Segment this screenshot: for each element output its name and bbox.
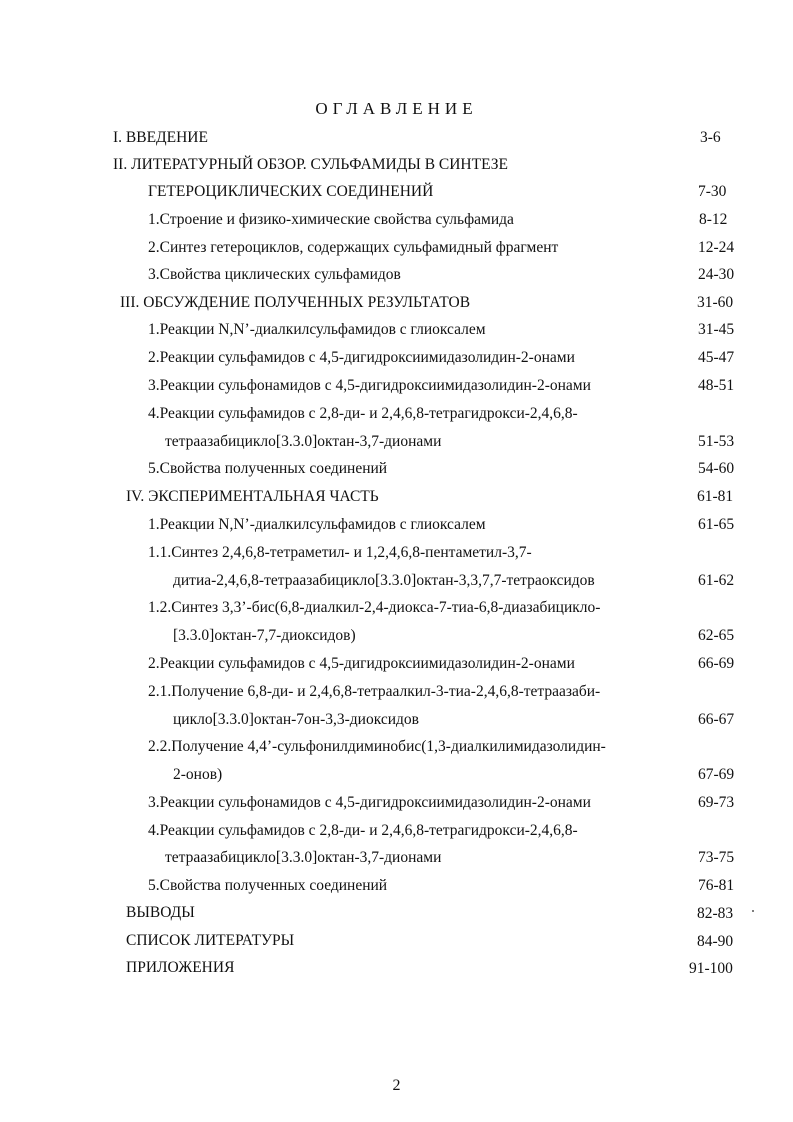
toc-entry-text: 2.2.Получение 4,4’-сульфонилдиминобис(1,3-диалкилимидазолидин-: [148, 738, 606, 755]
toc-entry-page: 61-81: [697, 488, 734, 505]
toc-entry-page: 67-69: [698, 766, 735, 783]
toc-entry-page: 51-53: [698, 433, 735, 450]
toc-entry-page: 45-47: [698, 349, 735, 366]
toc-entry-text: 1.2.Синтез 3,3’-бис(6,8-диалкил-2,4-диокса-7-тиа-6,8-диазабицикло-: [148, 599, 601, 616]
toc-entry-text: тетраазабицикло[3.3.0]октан-3,7-дионами: [165, 849, 442, 866]
toc-entry-page: 54-60: [698, 460, 735, 477]
toc-entry-page: 31-45: [698, 321, 735, 338]
toc-entry-text: 4.Реакции сульфамидов с 2,8-ди- и 2,4,6,8-тетрагидрокси-2,4,6,8-: [148, 405, 578, 422]
toc-entry-text: 5.Свойства полученных соединений: [148, 877, 388, 894]
toc-entry-text: 4.Реакции сульфамидов с 2,8-ди- и 2,4,6,8-тетрагидрокси-2,4,6,8-: [148, 822, 578, 839]
toc-entry-page: 66-67: [698, 711, 735, 728]
toc-entry-page: 82-83: [697, 905, 734, 922]
page-number: 2: [392, 1077, 401, 1094]
toc-entry-text: [3.3.0]октан-7,7-диоксидов): [173, 627, 356, 644]
toc-entry-page: 7-30: [698, 183, 727, 200]
toc-entry-text: 3.Свойства циклических сульфамидов: [148, 266, 401, 283]
toc-entry-page: 66-69: [698, 655, 735, 672]
toc-entry-text: СПИСОК ЛИТЕРАТУРЫ: [126, 932, 295, 949]
page-title: ОГЛАВЛЕНИЕ: [315, 99, 478, 118]
toc-entry-text: ВЫВОДЫ: [126, 904, 195, 921]
toc-entry-text: IV. ЭКСПЕРИМЕНТАЛЬНАЯ ЧАСТЬ: [126, 488, 379, 505]
toc-entry-page: 31-60: [697, 294, 734, 311]
toc-entry-page: 48-51: [698, 377, 735, 394]
toc-entry-text: 2.Реакции сульфамидов с 4,5-дигидроксиимидазолидин-2-онами: [148, 349, 575, 366]
toc-entry-page: 69-73: [698, 794, 735, 811]
toc-entry-text: ПРИЛОЖЕНИЯ: [126, 959, 235, 976]
toc-entry-page: 61-65: [698, 516, 735, 533]
toc-entry-page: 3-6: [700, 129, 721, 146]
toc-entry-page: 8-12: [699, 211, 728, 228]
toc-entry-text: тетраазабицикло[3.3.0]октан-3,7-дионами: [165, 433, 442, 450]
toc-entry-text: дитиа-2,4,6,8-тетраазабицикло[3.3.0]октан-3,3,7,7-тетраоксидов: [173, 572, 595, 589]
toc-entry-page: 12-24: [698, 239, 735, 256]
toc-entry-text: цикло[3.3.0]октан-7он-3,3-диоксидов: [173, 711, 420, 728]
toc-entry-text: 3.Реакции сульфонамидов с 4,5-дигидроксиимидазолидин-2-онами: [148, 377, 591, 394]
toc-entry-text: 2.1.Получение 6,8-ди- и 2,4,6,8-тетраалкил-3-тиа-2,4,6,8-тетраазаби-: [148, 683, 601, 700]
toc-entry-page: 61-62: [698, 572, 735, 589]
toc-entry-text: 3.Реакции сульфонамидов с 4,5-дигидроксиимидазолидин-2-онами: [148, 794, 591, 811]
toc-entry-text: II. ЛИТЕРАТУРНЫЙ ОБЗОР. СУЛЬФАМИДЫ В СИНТЕЗЕ: [113, 156, 508, 173]
toc-entry-text: 1.Строение и физико-химические свойства сульфамида: [148, 211, 514, 228]
toc-entry-text: 2.Реакции сульфамидов с 4,5-дигидроксиимидазолидин-2-онами: [148, 655, 575, 672]
toc-entry-page: 24-30: [698, 266, 735, 283]
toc-entry-text: 1.Реакции N,N’-диалкилсульфамидов с глиоксалем: [148, 516, 486, 533]
toc-entry-page: 76-81: [698, 877, 735, 894]
toc-entry-text: 1.1.Синтез 2,4,6,8-тетраметил- и 1,2,4,6,8-пентаметил-3,7-: [148, 544, 532, 561]
toc-entry-text: III. ОБСУЖДЕНИЕ ПОЛУЧЕННЫХ РЕЗУЛЬТАТОВ: [120, 294, 471, 311]
scan-speck: [752, 910, 754, 912]
toc-entry-text: ГЕТЕРОЦИКЛИЧЕСКИХ СОЕДИНЕНИЙ: [148, 183, 434, 200]
toc-entry-page: 91-100: [689, 960, 733, 977]
toc-entry-text: 5.Свойства полученных соединений: [148, 460, 388, 477]
toc-entry-page: 62-65: [698, 627, 735, 644]
toc-entry-text: 2.Синтез гетероциклов, содержащих сульфамидный фрагмент: [148, 239, 559, 256]
toc-entry-text: 1.Реакции N,N’-диалкилсульфамидов с глиоксалем: [148, 321, 486, 338]
toc-entry-text: 2-онов): [173, 766, 223, 783]
toc-entry-page: 84-90: [697, 933, 734, 950]
toc-entry-text: I. ВВЕДЕНИЕ: [113, 129, 208, 146]
toc-entry-page: 73-75: [698, 849, 735, 866]
